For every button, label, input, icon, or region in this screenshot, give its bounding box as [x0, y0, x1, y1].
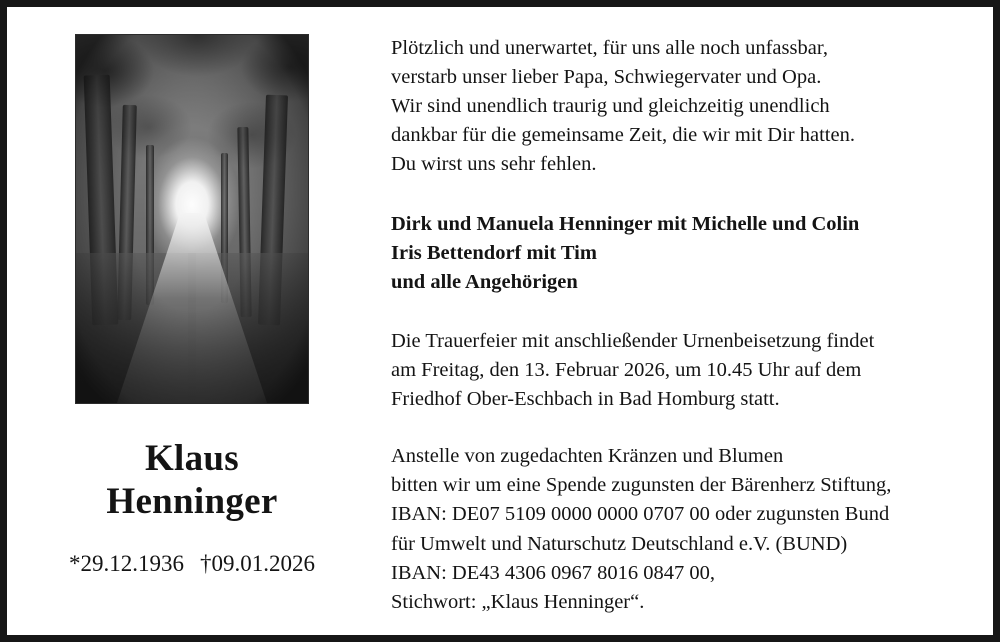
intro-line: verstarb unser lieber Papa, Schwiegervater und Opa. — [391, 66, 822, 89]
life-dates — [7, 551, 377, 577]
family-paragraph — [391, 210, 973, 297]
intro-line: Du wirst uns sehr fehlen. — [391, 153, 597, 176]
donation-line: bitten wir um eine Spende zugunsten der Bärenherz Stiftung, — [391, 474, 892, 497]
birth-date: *29.12.1936 — [69, 550, 184, 576]
death-date: †09.01.2026 — [200, 550, 315, 576]
family-line: und alle Angehörigen — [391, 270, 578, 293]
donation-paragraph — [391, 442, 973, 617]
left-column — [7, 7, 377, 635]
intro-line: dankbar für die gemeinsame Zeit, die wir mit Dir hatten. — [391, 124, 855, 147]
family-line: Dirk und Manuela Henninger mit Michelle und Colin — [391, 212, 860, 235]
donation-line: Stichwort: „Klaus Henninger“. — [391, 590, 645, 613]
service-line: Die Trauerfeier mit anschließender Urnenbeisetzung findet — [391, 329, 875, 352]
donation-line: für Umwelt und Naturschutz Deutschland e.V. (BUND) — [391, 532, 848, 555]
service-paragraph — [391, 327, 973, 414]
donation-line: IBAN: DE43 4306 0967 8016 0847 00, — [391, 561, 716, 584]
deceased-name-block — [7, 437, 377, 577]
deceased-last-name: Henninger — [106, 481, 278, 523]
intro-line: Wir sind unendlich traurig und gleichzeitig unendlich — [391, 95, 830, 118]
tree-lined-path-photo — [76, 35, 308, 403]
donation-line: IBAN: DE07 5109 0000 0000 0707 00 oder zugunsten Bund — [391, 503, 890, 526]
donation-line: Anstelle von zugedachten Kränzen und Blumen — [391, 445, 784, 468]
service-line: Friedhof Ober-Eschbach in Bad Homburg statt. — [391, 388, 780, 411]
family-line: Iris Bettendorf mit Tim — [391, 241, 597, 264]
deceased-first-name: Klaus — [144, 438, 240, 479]
intro-paragraph — [391, 34, 973, 180]
intro-line: Plötzlich und unerwartet, für uns alle noch unfassbar, — [391, 37, 828, 59]
right-column — [377, 7, 993, 635]
service-line: am Freitag, den 13. Februar 2026, um 10.45 Uhr auf dem — [391, 358, 862, 381]
